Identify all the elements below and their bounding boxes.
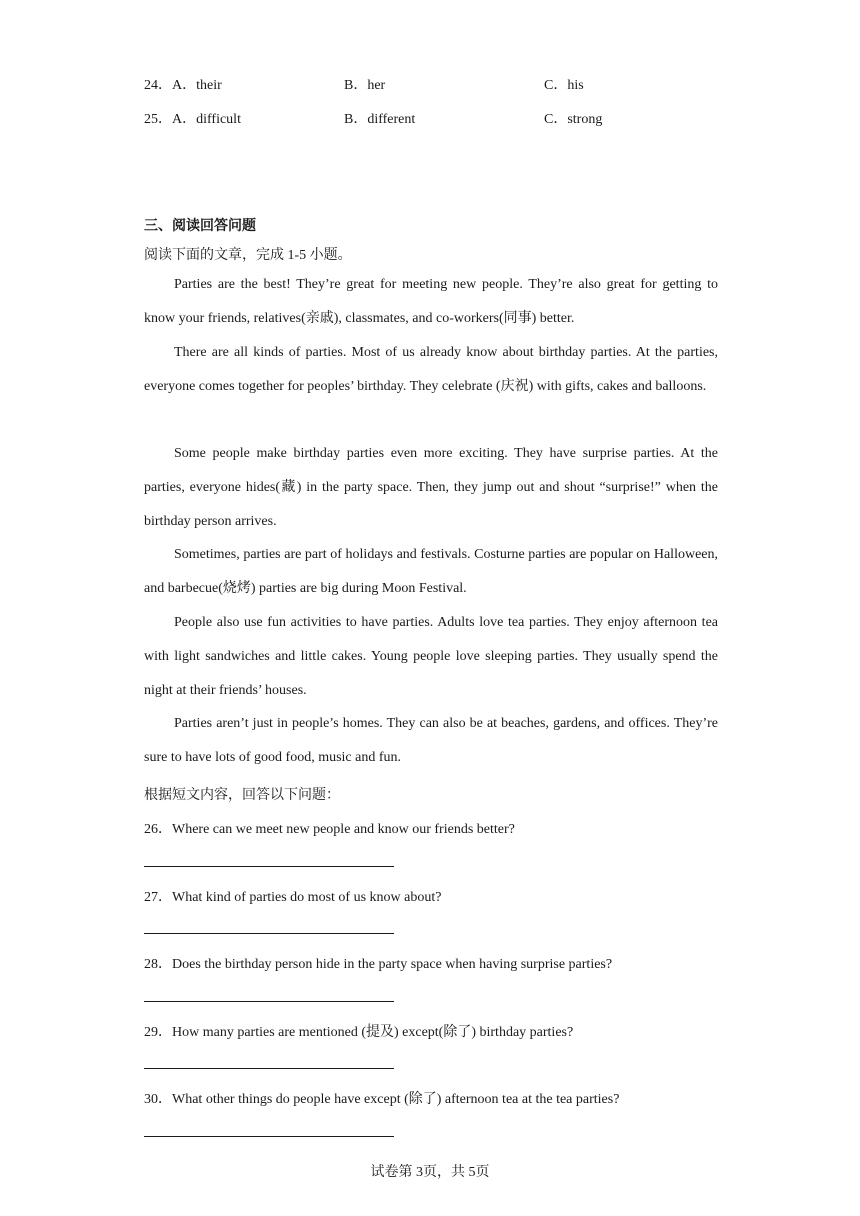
question-30: 30．What other things do people have except (除了) afternoon tea at the tea parties? bbox=[144, 1092, 620, 1107]
option-c: C．his bbox=[544, 78, 584, 93]
page-footer: 试卷第 3页，共 5页 bbox=[370, 1165, 490, 1180]
passage-paragraph-6: Parties aren’t just in people’s homes. They can also be at beaches, gardens, and offices. They’re sure to have lots of good food, music and fun. bbox=[144, 716, 718, 765]
passage-paragraph-2: There are all kinds of parties. Most of us already know about birthday parties. At the parties, everyone comes together for peoples’ birthday. They celebrate (庆祝) with gifts, cakes and balloons. bbox=[144, 345, 718, 394]
question-29: 29．How many parties are mentioned (提及) except(除了) birthday parties? bbox=[144, 1025, 574, 1040]
passage-paragraph-1: Parties are the best! They’re great for meeting new people. They’re also great for getting to know your friends, relatives(亲戚), classmates, and co-workers(同事) better. bbox=[144, 277, 718, 326]
passage-paragraph-3: Some people make birthday parties even more exciting. They have surprise parties. At the parties, everyone hides(藏) in the party space. Then, they jump out and shout “surprise!” when the birthday person arrives. bbox=[144, 446, 718, 529]
answer-line-29[interactable] bbox=[144, 1068, 394, 1069]
option-a: 24．A．their bbox=[144, 78, 222, 93]
passage-paragraph-5: People also use fun activities to have parties. Adults love tea parties. They enjoy afternoon tea with light sandwiches and little cakes. Young people love sleeping parties. They usually spend the night at their friends’ houses. bbox=[144, 615, 718, 698]
answer-line-30[interactable] bbox=[144, 1136, 394, 1137]
answer-line-28[interactable] bbox=[144, 1001, 394, 1002]
option-b: B．her bbox=[344, 78, 386, 93]
option-row-25 bbox=[144, 108, 744, 128]
question-26: 26．Where can we meet new people and know our friends better? bbox=[144, 822, 515, 837]
passage-paragraph-4: Sometimes, parties are part of holidays and festivals. Costurne parties are popular on Halloween, and barbecue(烧烤) parties are big during Moon Festival. bbox=[144, 547, 718, 596]
option-c: C．strong bbox=[544, 112, 603, 127]
option-row-24 bbox=[144, 74, 744, 94]
answer-line-26[interactable] bbox=[144, 866, 394, 867]
section-heading: 三、阅读回答问题 bbox=[144, 219, 256, 234]
option-a: 25．A．difficult bbox=[144, 112, 241, 127]
option-b: B．different bbox=[344, 112, 416, 127]
questions-intro: 根据短文内容，回答以下问题： bbox=[144, 788, 340, 803]
answer-line-27[interactable] bbox=[144, 933, 394, 934]
question-27: 27．What kind of parties do most of us know about? bbox=[144, 890, 442, 905]
section-instruction: 阅读下面的文章，完成 1-5 小题。 bbox=[144, 248, 352, 263]
question-28: 28．Does the birthday person hide in the party space when having surprise parties? bbox=[144, 957, 613, 972]
